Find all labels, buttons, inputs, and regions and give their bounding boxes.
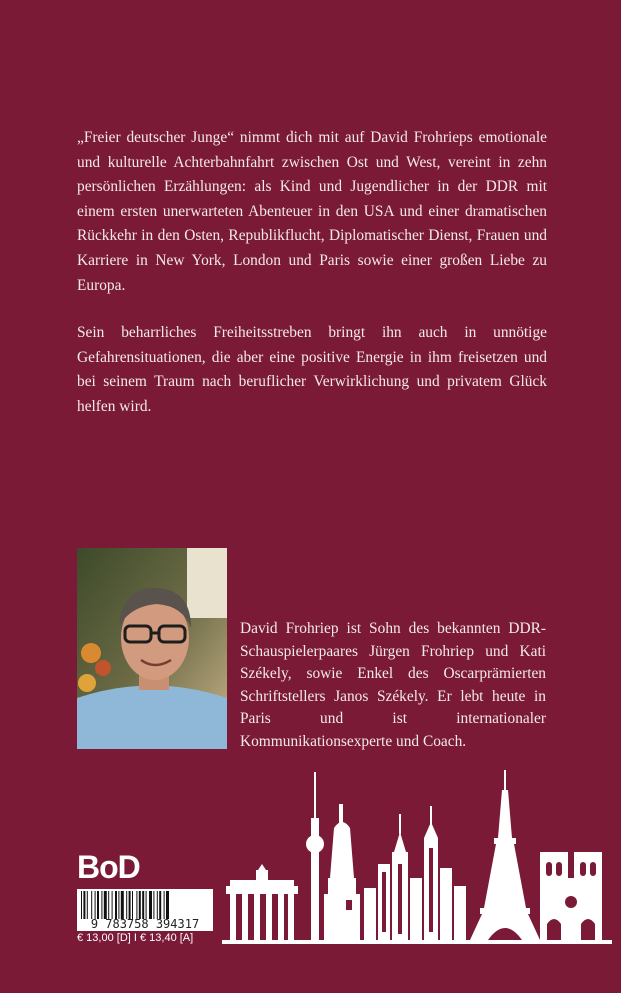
blurb-paragraph-1: „Freier deutscher Junge“ nimmt dich mit auf David Frohrieps emotionale und kulturelle Achterbahnfahrt zwischen Ost und West, vereint in zehn persönlichen Erzählungen: als Kind und Jugendlicher in der DDR mit einem ersten unerwarteten Abenteuer in den USA und einer dramatischen Rückkehr in den Osten, Republikflucht, Diplomatischer Dienst, Frauen und Karriere in New York, London und Paris sowie einer großen Liebe zu Europa.: [77, 129, 547, 294]
blurb-paragraph-2: Sein beharrliches Freiheitsstreben bringt ihn auch in unnötige Gefahrensituationen, die aber eine positive Energie in ihm freisetzen und bei seinem Traum nach beruflicher Verwirklichung und privatem Glück helfen wird.: [77, 324, 547, 415]
author-bio: David Frohriep ist Sohn des bekannten DDR-Schauspielerpaares Jürgen Frohriep und Kati Székely, sowie Enkel des Oscarprämierten Schriftstellers Janos Székely. Er lebt heute in Paris und ist internationaler Kommunikationsexperte und Coach.: [240, 620, 546, 750]
price-label: € 13,00 [D] I € 13,40 [A]: [77, 932, 194, 944]
city-skyline-icon: [222, 768, 612, 944]
author-portrait-icon: [77, 548, 227, 749]
isbn-number: 9 783758 394317: [90, 917, 200, 931]
author-photo: [77, 548, 227, 749]
isbn-barcode: [77, 889, 213, 931]
publisher-logo: BoD: [77, 849, 140, 885]
